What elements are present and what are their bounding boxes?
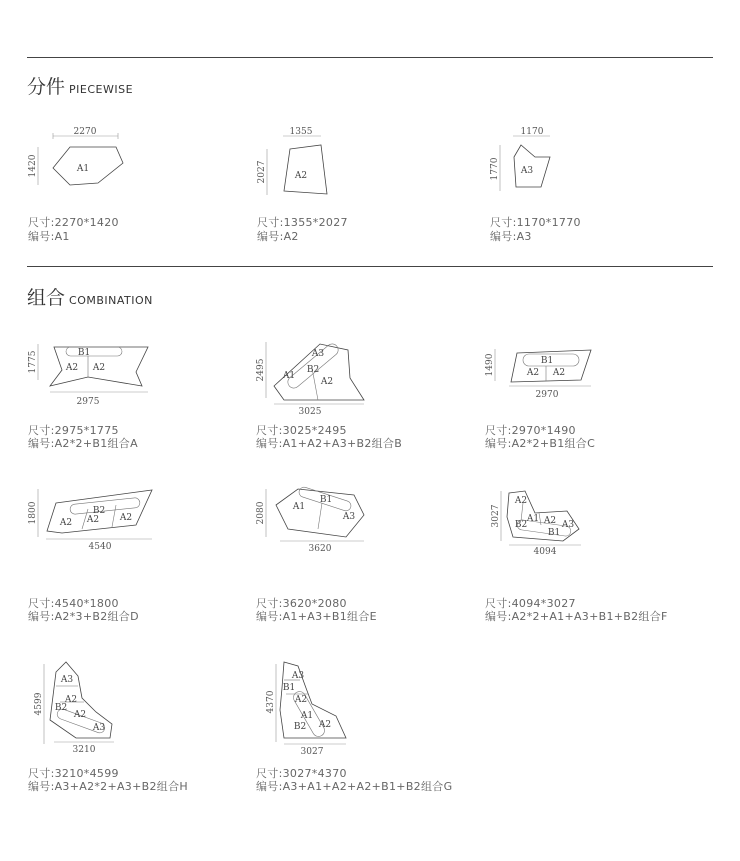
piece-label: A2: [552, 368, 566, 378]
combo-f: [483, 485, 668, 625]
piece-label: A1: [292, 502, 306, 512]
combo-g-drawing: [254, 658, 384, 760]
piece-label: A3: [92, 723, 106, 733]
size-caption: 尺寸:3210*4599: [28, 767, 119, 780]
combo-b: [254, 338, 403, 452]
code-caption: 编号:A3+A1+A2+A2+B1+B2组合G: [256, 780, 453, 793]
piece-a3: [488, 125, 598, 243]
piece-label: A1: [282, 371, 296, 381]
combo-d-drawing: [26, 485, 161, 555]
code-caption: 编号:A1+A3+B1组合E: [256, 610, 377, 623]
piece-a1: [26, 125, 136, 243]
combo-d: [26, 485, 161, 625]
combo-outline: [280, 662, 346, 738]
height-label: 1800: [28, 501, 38, 525]
piece-outline: [284, 145, 327, 194]
piece-label: A1: [526, 514, 540, 524]
piece-label: A3: [520, 166, 534, 176]
combo-a: [26, 340, 156, 452]
code-caption: 编号:A1+A2+A3+B2组合B: [256, 437, 403, 450]
code-caption: 编号:A2*2+B1组合A: [28, 437, 138, 450]
section-title-zh: 组合: [27, 287, 66, 309]
width-label: 2270: [73, 127, 97, 137]
piece-label: A2: [526, 368, 540, 378]
piece-label: B1: [540, 356, 554, 366]
piece-label: A2: [92, 363, 106, 373]
piece-label: A3: [291, 671, 305, 681]
width-label: 2970: [535, 390, 559, 400]
piece-label: B1: [77, 348, 91, 358]
piece-label: A1: [76, 164, 90, 174]
width-label: 3027: [300, 747, 324, 757]
section-title-zh: 分件: [27, 76, 66, 98]
code-caption: 编号:A3+A2*2+A3+B2组合H: [28, 780, 188, 793]
piece-a3-drawing: [488, 125, 598, 215]
piece-label: A2: [64, 695, 78, 705]
piece-a1-drawing: [26, 125, 136, 215]
combo-f-drawing: [483, 485, 618, 560]
width-label: 3210: [72, 745, 96, 755]
code-caption: 编号:A2*2+A1+A3+B1+B2组合F: [485, 610, 668, 623]
piece-label: B2: [514, 520, 528, 530]
size-caption: 尺寸:4540*1800: [28, 597, 119, 610]
height-label: 1490: [485, 353, 495, 377]
piece-label: B2: [92, 506, 106, 516]
piece-label: A2: [119, 513, 133, 523]
combo-h-drawing: [26, 658, 156, 760]
width-label: 3025: [298, 407, 322, 417]
code-caption: 编号:A1: [28, 230, 70, 243]
code-caption: 编号:A2: [257, 230, 299, 243]
middle-divider: [27, 266, 713, 267]
width-label: 2975: [76, 397, 100, 407]
combo-g: [254, 658, 464, 798]
size-caption: 尺寸:2975*1775: [28, 424, 119, 437]
piece-label: B2: [293, 722, 307, 732]
piece-a2: [255, 125, 365, 243]
piece-label: A2: [73, 710, 87, 720]
piece-label: A2: [543, 516, 557, 526]
combo-a-drawing: [26, 340, 156, 425]
piece-label: A2: [294, 695, 308, 705]
combo-h: [26, 658, 201, 798]
combo-e: [254, 485, 389, 625]
size-caption: 尺寸:2970*1490: [485, 424, 576, 437]
piece-a2-drawing: [255, 125, 365, 215]
piece-label: B2: [54, 703, 68, 713]
piece-label: A2: [318, 720, 332, 730]
combo-c: [483, 345, 613, 452]
section-title-combination: [27, 283, 153, 310]
piece-label: A1: [300, 711, 314, 721]
size-caption: 尺寸:3027*4370: [256, 767, 347, 780]
size-caption: 尺寸:3620*2080: [256, 597, 347, 610]
piece-label: B1: [282, 683, 296, 693]
piece-label: A3: [342, 512, 356, 522]
piece-label: A2: [86, 515, 100, 525]
height-label: 4370: [266, 690, 276, 714]
size-caption: 尺寸:1355*2027: [257, 216, 348, 229]
code-caption: 编号:A3: [490, 230, 532, 243]
height-label: 3027: [491, 504, 501, 528]
combo-c-drawing: [483, 345, 613, 425]
combo-b-drawing: [254, 338, 394, 423]
piece-label: B2: [306, 365, 320, 375]
width-label: 1355: [289, 127, 313, 137]
size-caption: 尺寸:3025*2495: [256, 424, 347, 437]
code-caption: 编号:A2*2+B1组合C: [485, 437, 596, 450]
width-label: 4094: [533, 547, 557, 557]
piece-label: A2: [514, 496, 528, 506]
size-caption: 尺寸:4094*3027: [485, 597, 576, 610]
section-title-en: COMBINATION: [69, 294, 153, 307]
section-title-piecewise: [27, 72, 133, 99]
height-label: 2495: [256, 358, 266, 382]
height-label: 4599: [34, 692, 44, 716]
piece-label: B1: [547, 528, 561, 538]
piece-label: A2: [320, 377, 334, 387]
height-label: 1420: [28, 154, 38, 178]
combo-e-drawing: [254, 485, 389, 555]
width-label: 3620: [308, 544, 332, 554]
code-caption: 编号:A2*3+B2组合D: [28, 610, 139, 623]
piece-label: A3: [561, 520, 575, 530]
piece-label: A3: [60, 675, 74, 685]
top-divider: [27, 57, 713, 58]
piece-label: A3: [311, 349, 325, 359]
piece-label: B1: [319, 495, 333, 505]
piece-label: A2: [294, 171, 308, 181]
section-title-en: PIECEWISE: [69, 83, 134, 96]
height-label: 2080: [256, 501, 266, 525]
size-caption: 尺寸:2270*1420: [28, 216, 119, 229]
height-label: 1775: [28, 350, 38, 374]
piece-label: A2: [59, 518, 73, 528]
size-caption: 尺寸:1170*1770: [490, 216, 581, 229]
piece-label: A2: [65, 363, 79, 373]
height-label: 1770: [490, 157, 500, 181]
width-label: 1170: [520, 127, 544, 137]
height-label: 2027: [257, 160, 267, 184]
width-label: 4540: [88, 542, 112, 552]
